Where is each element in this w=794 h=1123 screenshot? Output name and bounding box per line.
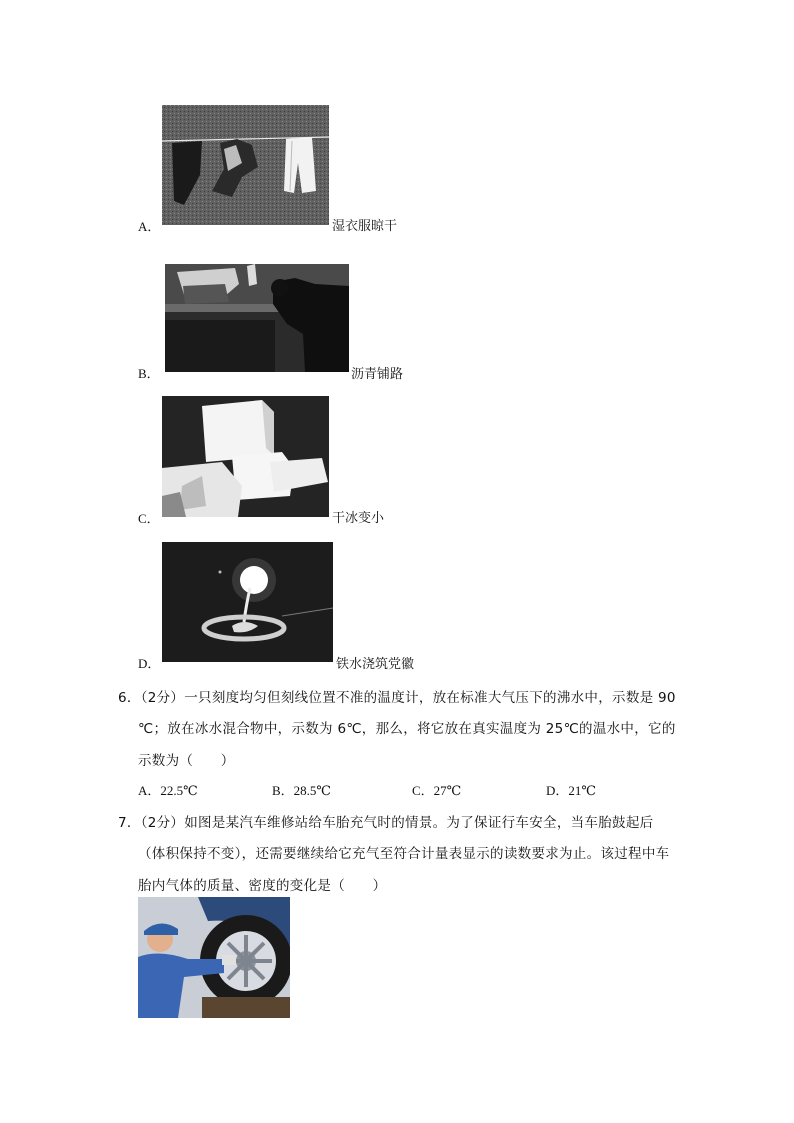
question-7-line-1: 7．（2分）如图是某汽车维修站给车胎充气时的情景。为了保证行车安全，当车胎鼓起后	[118, 815, 654, 831]
question-6-line-3: 示数为（ ）	[138, 753, 235, 769]
option-c-caption: 干冰变小	[332, 511, 385, 526]
question-7-line-2: （体积保持不变），还需要继续给它充气至符合计量表显示的读数要求为止。该过程中车	[138, 846, 670, 862]
option-b-caption: 沥青铺路	[351, 367, 404, 382]
question-6-line-1: 6．（2分）一只刻度均匀但刻线位置不准的温度计，放在标准大气压下的沸水中，示数是 90	[118, 690, 676, 706]
option-c-letter: C．	[138, 511, 160, 526]
question-6-choice-a: A．22.5℃	[138, 783, 198, 798]
dry-ice-photo	[162, 396, 329, 517]
option-a-caption: 湿衣服晾干	[332, 219, 398, 234]
question-6-choice-c: C．27℃	[412, 783, 462, 798]
question-6-line-2: ℃；放在冰水混合物中，示数为 6℃，那么，将它放在真实温度为 25℃的温水中，它的	[138, 721, 676, 737]
clothes-line-photo	[162, 105, 329, 225]
asphalt-paving-photo	[165, 264, 349, 372]
question-7-line-3: 胎内气体的质量、密度的变化是（ ）	[138, 878, 387, 894]
option-a-letter: A．	[138, 219, 161, 234]
molten-iron-emblem-photo	[162, 542, 333, 662]
question-6-choice-b: B．28.5℃	[272, 783, 331, 798]
question-6-choice-d: D．21℃	[546, 783, 596, 798]
option-d-caption: 铁水浇筑党徽	[336, 657, 415, 672]
option-b-letter: B．	[138, 366, 160, 381]
tire-inflation-photo	[138, 897, 290, 1018]
option-d-letter: D．	[138, 656, 161, 671]
